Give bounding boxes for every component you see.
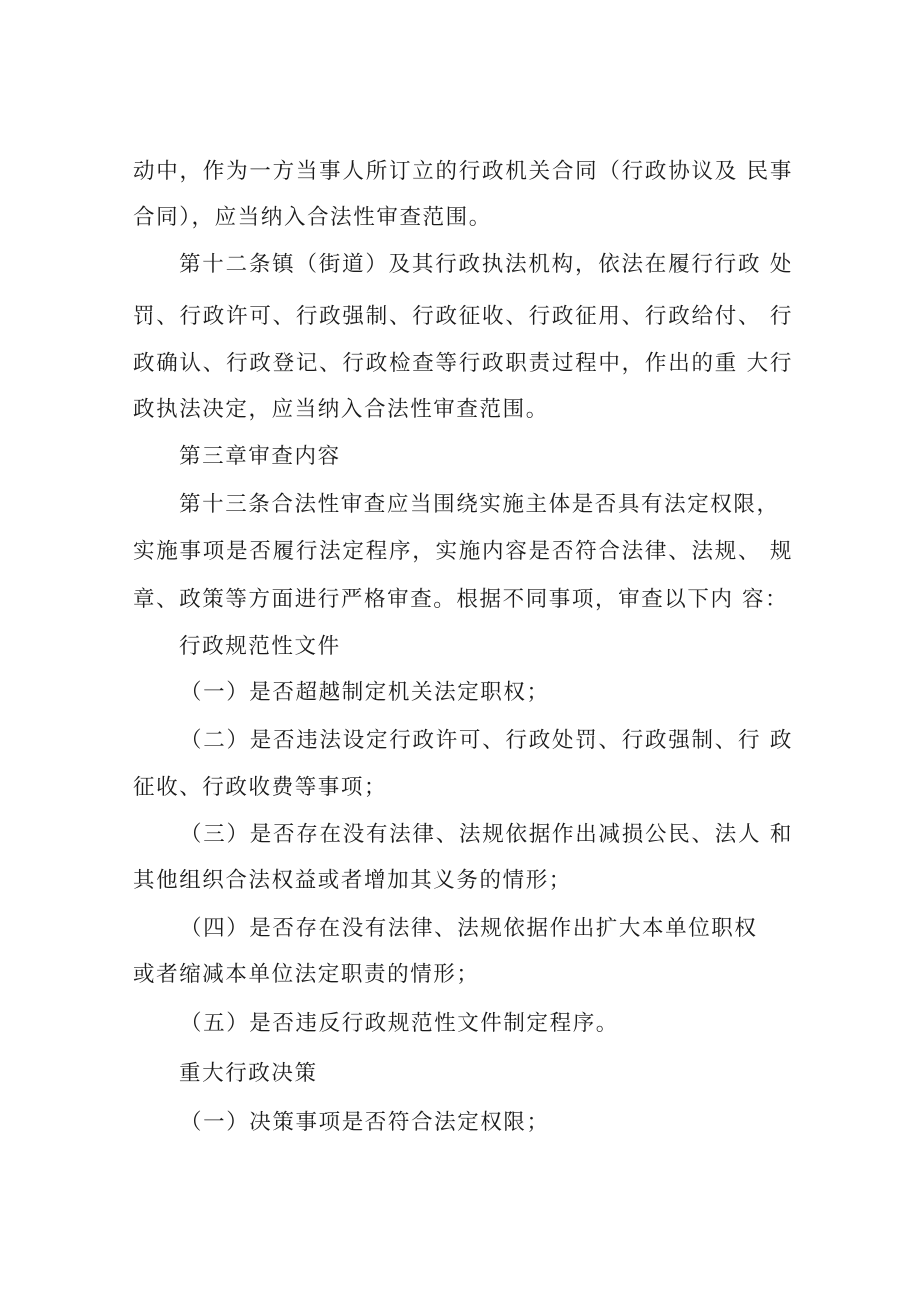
section-normative-documents: 行政规范性文件: [179, 634, 341, 659]
article-12-line-1: 第十二条镇（街道）及其行政执法机构，依法在履行行政 处: [179, 252, 793, 277]
normative-item-3-line-2: 其他组织合法权益或者增加其义务的情形；: [133, 868, 572, 893]
decision-item-1: （一）决策事项是否符合法定权限；: [180, 1110, 550, 1135]
paragraph-line-2: 合同），应当纳入合法性审查范围。: [133, 205, 492, 230]
normative-item-4-line-2: 或者缩减本单位法定职责的情形；: [133, 962, 480, 987]
normative-item-4-line-1: （四）是否存在没有法律、法规依据作出扩大本单位职权: [180, 916, 758, 941]
article-13-line-2: 实施事项是否履行法定程序，实施内容是否符合法律、法规、 规: [133, 539, 793, 564]
article-13-line-3: 章、政策等方面进行严格审查。根据不同事项，审查以下内 容：: [133, 587, 789, 612]
paragraph-line-1: 动中，作为一方当事人所订立的行政机关合同（行政协议及 民事: [133, 159, 793, 184]
normative-item-2-line-1: （二）是否违法设定行政许可、行政处罚、行政强制、行 政: [180, 728, 793, 753]
article-12-line-3: 政确认、行政登记、行政检查等行政职责过程中，作出的重 大行: [133, 351, 793, 376]
article-13-line-1: 第十三条合法性审查应当围绕实施主体是否具有法定权限，: [179, 492, 780, 517]
normative-item-5: （五）是否违反行政规范性文件制定程序。: [180, 1011, 619, 1036]
chapter-3-heading: 第三章审查内容: [179, 444, 341, 469]
article-12-line-4: 政执法决定，应当纳入合法性审查范围。: [133, 397, 549, 422]
article-12-line-2: 罚、行政许可、行政强制、行政征收、行政征用、行政给付、 行: [133, 304, 793, 329]
section-major-decisions: 重大行政决策: [179, 1061, 318, 1086]
normative-item-3-line-1: （三）是否存在没有法律、法规依据作出减损公民、法人 和: [180, 822, 793, 847]
normative-item-1: （一）是否超越制定机关法定职权；: [180, 680, 550, 705]
normative-item-2-line-2: 征收、行政收费等事项；: [133, 775, 388, 800]
